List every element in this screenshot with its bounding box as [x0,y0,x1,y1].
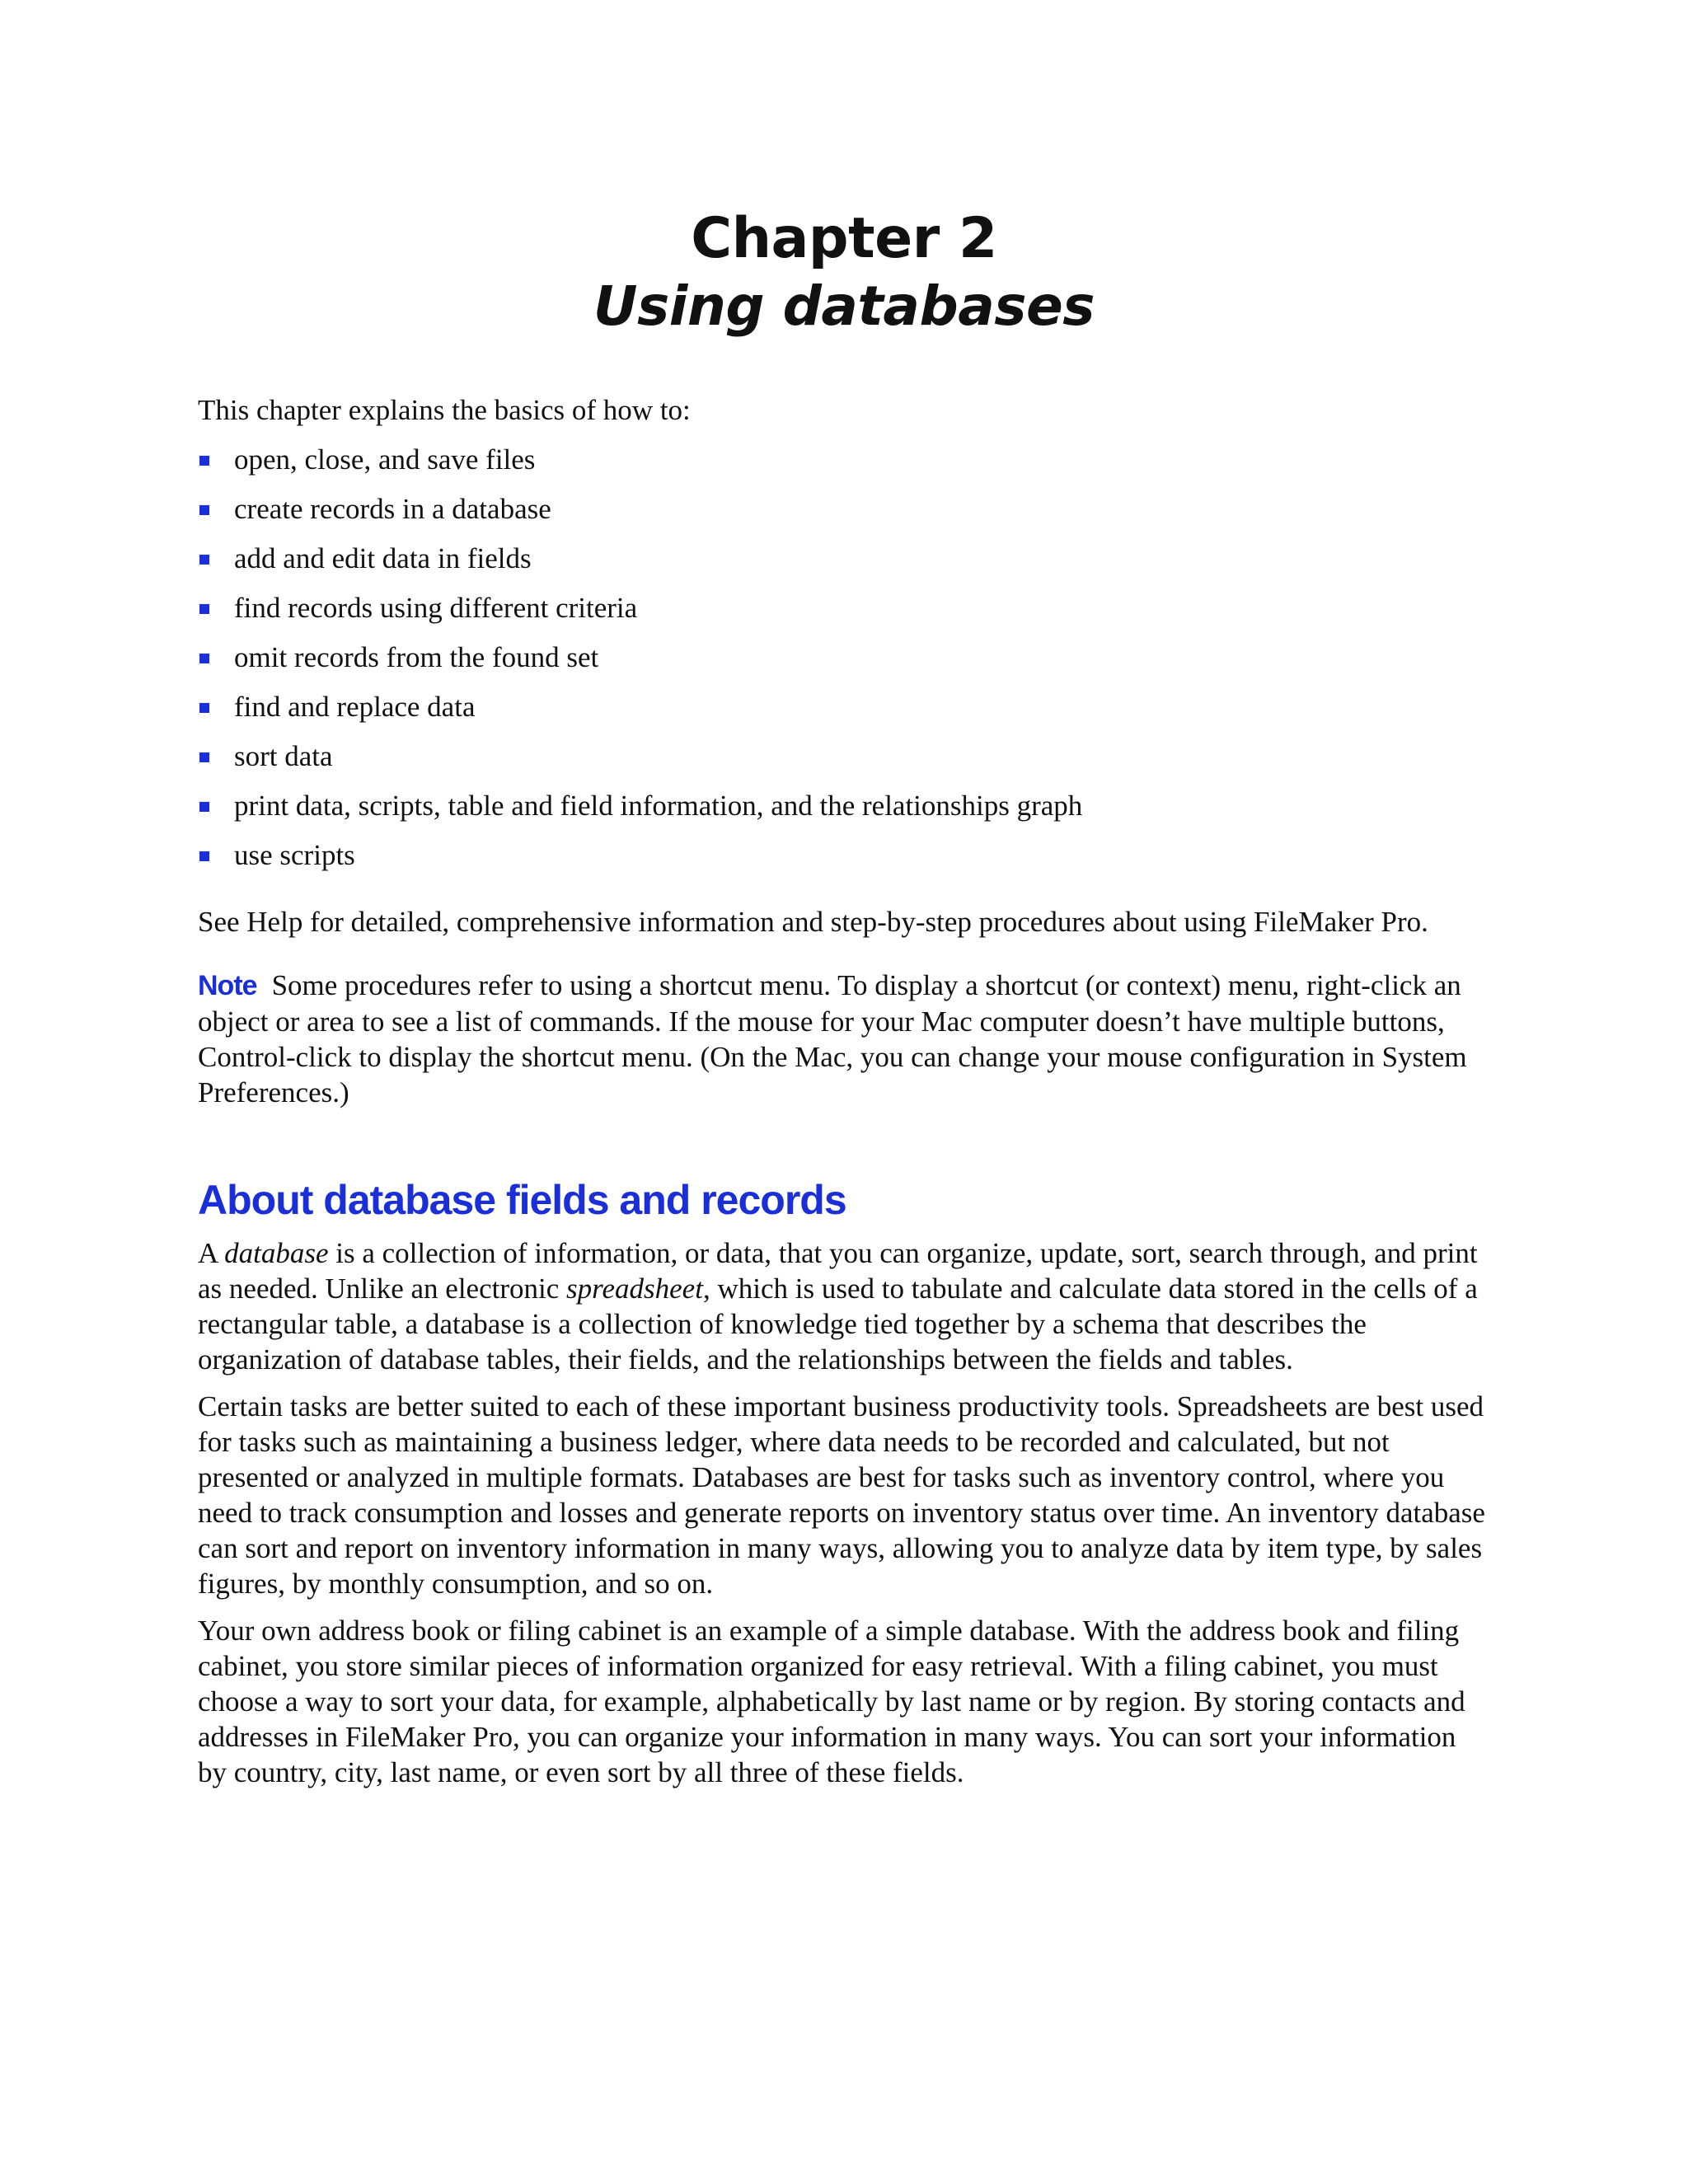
list-item [198,442,1492,477]
chapter-header [0,204,1688,340]
list-item [198,590,1492,626]
list-item-text: find and replace data [234,691,476,723]
bullet-square-icon [199,654,209,663]
bullet-square-icon [199,456,209,466]
list-item-text: omit records from the found set [234,641,599,673]
list-item [198,837,1492,873]
bullet-square-icon [199,851,209,861]
body-text: , which is used to tabulate and calculate data stored in the cells of a rectangular table, a database is a collection of knowledge tied together by a schema that describes the organization of database tables, their fields, and the relationships between the fields and tables. [198,1272,1478,1376]
chapter-title: Using databases [593,274,1095,338]
bullet-square-icon [199,703,209,713]
list-item [198,788,1492,823]
list-item [198,541,1492,576]
chapter-label: Chapter 2 [691,206,997,271]
term-spreadsheet: spreadsheet [566,1272,703,1305]
bullet-square-icon [199,802,209,812]
intro-text: This chapter explains the basics of how to: [198,394,691,426]
list-item-text: find records using different criteria [234,592,638,624]
list-item-text: sort data [234,740,333,772]
body-text: is a collection of information, or data, that you can organize, update, sort, search through, and print as needed. Unlike an electronic [198,1237,1478,1305]
list-item-text: print data, scripts, table and field information, and the relationships graph [234,790,1083,822]
list-item-text: open, close, and save files [234,443,536,476]
topic-list [198,442,1492,873]
list-item [198,491,1492,527]
section-heading: About database fields and records [198,1177,846,1223]
term-database: database [224,1237,329,1269]
list-item [198,738,1492,774]
body-paragraph-1 [198,1235,1492,1377]
list-item-text: use scripts [234,839,355,871]
body-text: A [198,1237,225,1269]
body-paragraph-3: Your own address book or filing cabinet is an example of a simple database. With the address book and filing cabinet, you store similar pieces of information organized for easy retrieval. With a filing cabinet, you must choose a way to sort your data, for example, alphabetically by last name or by region. By storing contacts and addresses in FileMaker Pro, you can organize your information in many ways. You can sort your information by country, city, last name, or even sort by all three of these fields. [198,1615,1465,1788]
list-item-text: add and edit data in fields [234,542,532,574]
list-item-text: create records in a database [234,493,551,525]
bullet-square-icon [199,752,209,762]
bullet-square-icon [199,555,209,565]
note-label: Note [198,970,257,1001]
page-content [198,392,1492,1802]
list-item [198,640,1492,675]
bullet-square-icon [199,505,209,515]
note-text: Some procedures refer to using a shortcut menu. To display a shortcut (or context) menu, right-click an object or area to see a list of commands. If the mouse for your Mac computer doesn’t have multiple buttons, Control-click to display the shortcut menu. (On the Mac, you can change your mouse configuration in System Preferences.) [198,969,1467,1108]
note-paragraph [198,968,1492,1110]
see-help-text: See Help for detailed, comprehensive information and step-by-step procedures about using FileMaker Pro. [198,906,1428,938]
body-paragraph-2: Certain tasks are better suited to each of these important business productivity tools. Spreadsheets are best used for tasks such as maintaining a business ledger, where data needs to be recorded and calculated, but not presented or analyzed in multiple formats. Databases are best for tasks such as inventory control, where you need to track consumption and losses and generate reports on inventory status over time. An inventory database can sort and report on inventory information in many ways, allowing you to analyze data by item type, by sales figures, by monthly consumption, and so on. [198,1390,1485,1600]
list-item [198,689,1492,724]
bullet-square-icon [199,604,209,614]
